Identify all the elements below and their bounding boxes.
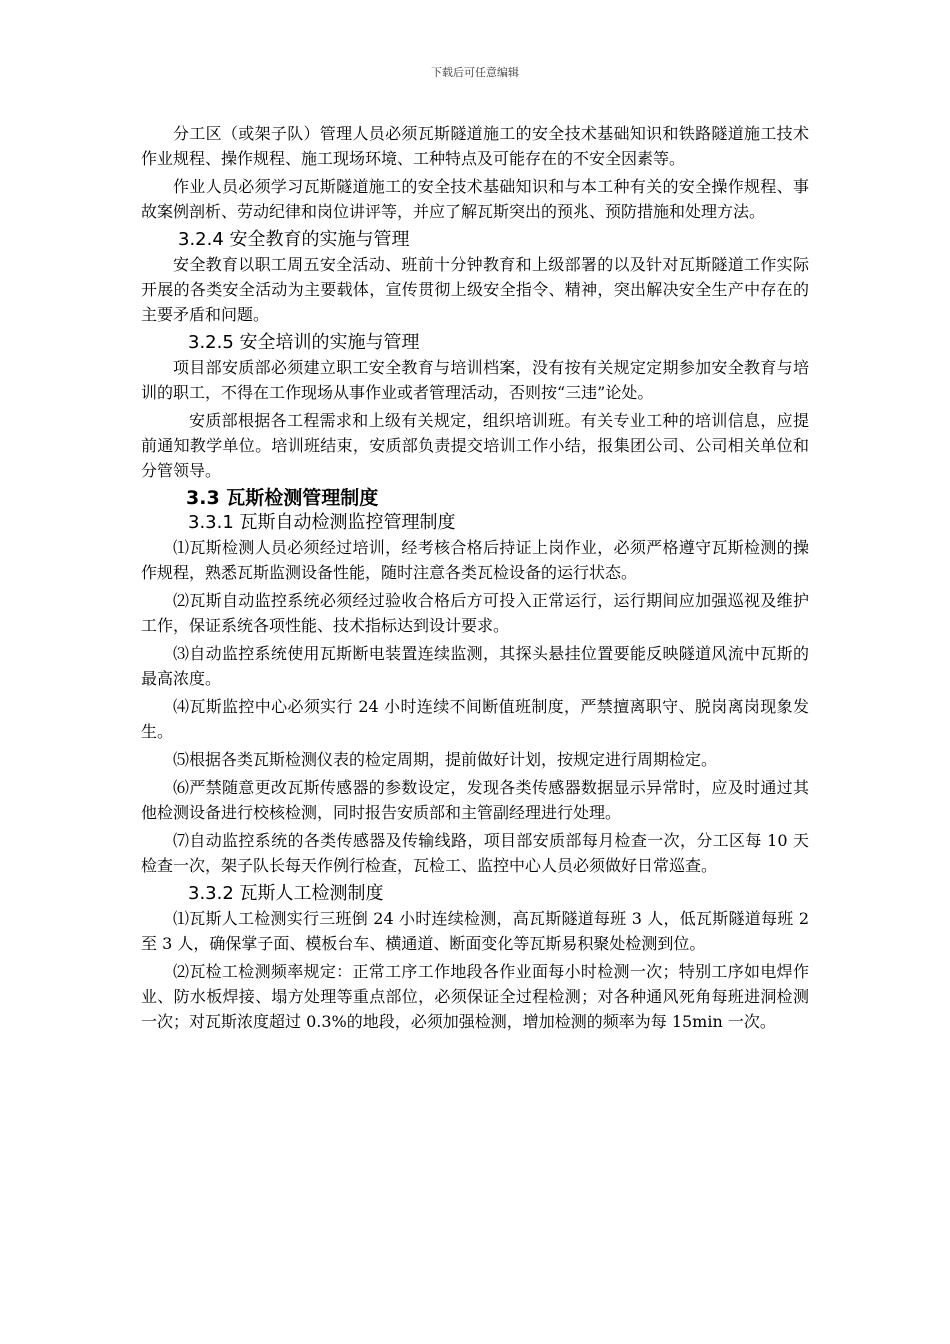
list-item-3-3-1-1: ⑴瓦斯检测人员必须经过培训，经考核合格后持证上岗作业，必须严格遵守瓦斯检测的操作规程，熟悉瓦斯监测设备性能，随时注意各类瓦检设备的运行状态。 <box>141 538 809 582</box>
intro-paragraph-1: 分工区（或架子队）管理人员必须瓦斯隧道施工的安全技术基础知识和铁路隧道施工技术作业规程、操作规程、施工现场环境、工种特点及可能存在的不安全因素等。 <box>141 124 809 168</box>
page-header: 下载后可任意编辑 <box>431 66 519 79</box>
list-item-3-3-1-3: ⑶自动监控系统使用瓦斯断电装置连续监测，其探头悬挂位置要能反映隧道风流中瓦斯的最高浓度。 <box>141 644 809 688</box>
list-item-3-3-2-2: ⑵瓦检工检测频率规定：正常工序工作地段各作业面每小时检测一次；特别工序如电焊作业、防水板焊接、塌方处理等重点部位，必须保证全过程检测；对各种通风死角每班进洞检测一次；对瓦斯浓度超过 0.3%的地段，必须加强检测，增加检测的频率为每 15min 一次。 <box>141 962 809 1031</box>
intro-paragraph-2: 作业人员必须学习瓦斯隧道施工的安全技术基础知识和与本工种有关的安全操作规程、事故案例剖析、劳动纪律和岗位讲评等，并应了解瓦斯突出的预兆、预防措施和处理方法。 <box>141 177 809 221</box>
list-item-3-3-1-6: ⑹严禁随意更改瓦斯传感器的参数设定，发现各类传感器数据显示异常时，应及时通过其他检测设备进行校核检测，同时报告安质部和主管副经理进行处理。 <box>141 778 809 822</box>
list-item-3-3-2-1: ⑴瓦斯人工检测实行三班倒 24 小时连续检测，高瓦斯隧道每班 3 人，低瓦斯隧道每班 2 至 3 人，确保掌子面、模板台车、横通道、断面变化等瓦斯易积聚处检测到位。 <box>141 909 809 953</box>
section-3-2-5-body-2: 安质部根据各工程需求和上级有关规定，组织培训班。有关专业工种的培训信息，应提前通知教学单位。培训班结束，安质部负责提交培训工作小结，报集团公司、公司相关单位和分管领导。 <box>141 411 809 480</box>
list-item-3-3-1-2: ⑵瓦斯自动监控系统必须经过验收合格后方可投入正常运行，运行期间应加强巡视及维护工作，保证系统各项性能、技术指标达到设计要求。 <box>141 591 809 635</box>
heading-3-3-2: 3.3.2 瓦斯人工检测制度 <box>188 883 384 904</box>
document-body <box>141 121 809 1037</box>
list-item-3-3-1-7: ⑺自动监控系统的各类传感器及传输线路，项目部安质部每月检查一次，分工区每 10 天检查一次，架子队长每天作例行检查，瓦检工、监控中心人员必须做好日常巡查。 <box>141 831 809 875</box>
section-3-2-4-body: 安全教育以职工周五安全活动、班前十分钟教育和上级部署的以及针对瓦斯隧道工作实际开展的各类安全活动为主要载体，宣传贯彻上级安全指令、精神，突出解决安全生产中存在的主要矛盾和问题。 <box>141 255 809 324</box>
heading-3-2-4: 3.2.4 安全教育的实施与管理 <box>178 229 410 250</box>
section-3-2-5-body-1: 项目部安质部必须建立职工安全教育与培训档案，没有按有关规定定期参加安全教育与培训的职工，不得在工作现场从事作业或者管理活动，否则按“三违”论处。 <box>141 358 809 402</box>
heading-3-3-1: 3.3.1 瓦斯自动检测监控管理制度 <box>188 512 456 533</box>
list-item-3-3-1-4: ⑷瓦斯监控中心必须实行 24 小时连续不间断值班制度，严禁擅离职守、脱岗离岗现象发生。 <box>141 697 809 741</box>
heading-3-3: 3.3 瓦斯检测管理制度 <box>186 487 379 509</box>
list-item-3-3-1-5: ⑸根据各类瓦斯检测仪表的检定周期，提前做好计划，按规定进行周期检定。 <box>173 750 718 769</box>
heading-3-2-5: 3.2.5 安全培训的实施与管理 <box>188 332 420 353</box>
